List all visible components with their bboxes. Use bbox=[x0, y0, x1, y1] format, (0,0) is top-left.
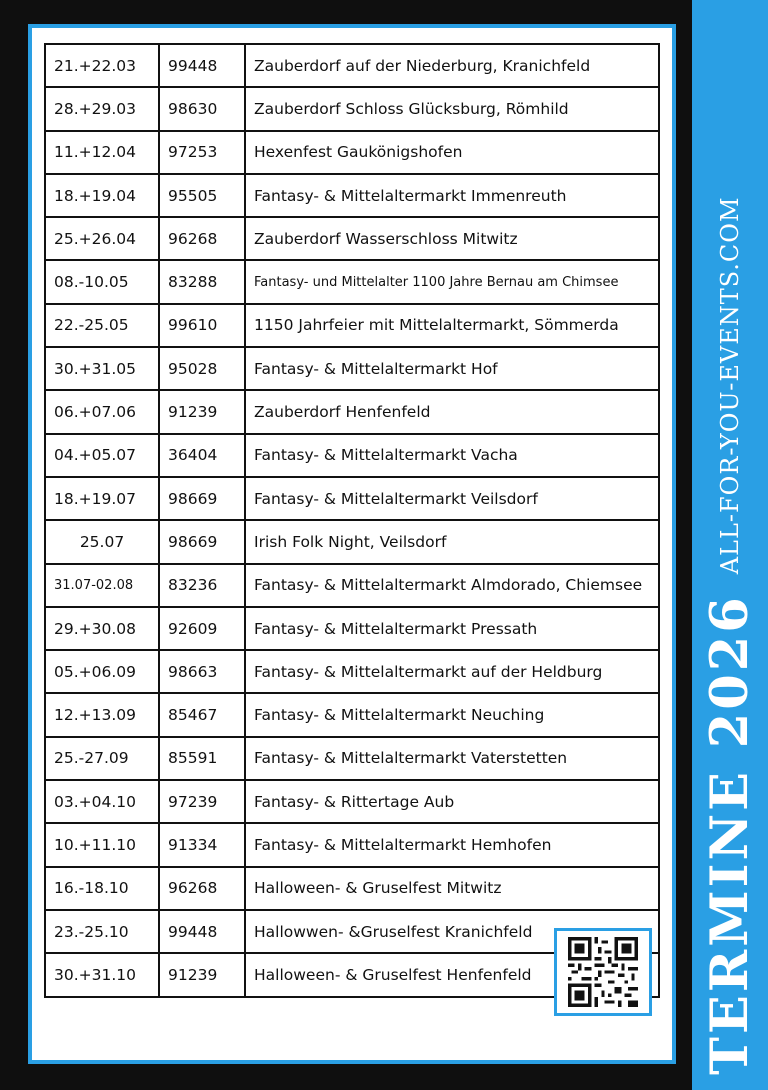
table-row bbox=[45, 304, 659, 347]
event-name: Halloween- & Gruselfest Henfenfeld bbox=[245, 953, 659, 996]
event-zip: 83236 bbox=[159, 564, 245, 607]
event-name: Zauberdorf Schloss Glücksburg, Römhild bbox=[245, 87, 659, 130]
event-zip: 36404 bbox=[159, 434, 245, 477]
event-date: 10.+11.10 bbox=[45, 823, 159, 866]
event-zip: 98663 bbox=[159, 650, 245, 693]
event-date: 29.+30.08 bbox=[45, 607, 159, 650]
event-date: 31.07-02.08 bbox=[45, 564, 159, 607]
table-row bbox=[45, 780, 659, 823]
event-zip: 99610 bbox=[159, 304, 245, 347]
event-name: Irish Folk Night, Veilsdorf bbox=[245, 520, 659, 563]
event-date: 21.+22.03 bbox=[45, 44, 159, 87]
event-zip: 97239 bbox=[159, 780, 245, 823]
event-zip: 85467 bbox=[159, 693, 245, 736]
event-name: Hallowwen- &Gruselfest Kranichfeld bbox=[245, 910, 659, 953]
event-name: Fantasy- & Mittelaltermarkt auf der Heldburg bbox=[245, 650, 659, 693]
event-name: Fantasy- & Mittelaltermarkt Hemhofen bbox=[245, 823, 659, 866]
table-row bbox=[45, 477, 659, 520]
event-date: 25.07 bbox=[45, 520, 159, 563]
table-row bbox=[45, 693, 659, 736]
event-name: Fantasy- & Mittelaltermarkt Vacha bbox=[245, 434, 659, 477]
event-zip: 95505 bbox=[159, 174, 245, 217]
event-name: Zauberdorf auf der Niederburg, Kranichfeld bbox=[245, 44, 659, 87]
event-name: Fantasy- & Mittelaltermarkt Veilsdorf bbox=[245, 477, 659, 520]
event-date: 03.+04.10 bbox=[45, 780, 159, 823]
event-name: Fantasy- & Mittelaltermarkt Pressath bbox=[245, 607, 659, 650]
table-row bbox=[45, 867, 659, 910]
table-row bbox=[45, 434, 659, 477]
event-name: Fantasy- & Mittelaltermarkt Hof bbox=[245, 347, 659, 390]
table-row bbox=[45, 131, 659, 174]
event-name: Zauberdorf Henfenfeld bbox=[245, 390, 659, 433]
event-zip: 96268 bbox=[159, 867, 245, 910]
event-name: Zauberdorf Wasserschloss Mitwitz bbox=[245, 217, 659, 260]
table-row bbox=[45, 347, 659, 390]
event-name: Fantasy- & Mittelaltermarkt Vaterstetten bbox=[245, 737, 659, 780]
event-name: Fantasy- und Mittelalter 1100 Jahre Bernau am Chimsee bbox=[245, 260, 659, 303]
qr-code[interactable] bbox=[554, 928, 652, 1016]
event-zip: 95028 bbox=[159, 347, 245, 390]
sidebar-banner bbox=[692, 0, 768, 1090]
event-date: 05.+06.09 bbox=[45, 650, 159, 693]
event-name: 1150 Jahrfeier mit Mittelaltermarkt, Sömmerda bbox=[245, 304, 659, 347]
schedule-table bbox=[44, 43, 660, 998]
table-row bbox=[45, 390, 659, 433]
event-date: 22.-25.05 bbox=[45, 304, 159, 347]
event-zip: 97253 bbox=[159, 131, 245, 174]
event-date: 04.+05.07 bbox=[45, 434, 159, 477]
event-name: Hexenfest Gaukönigshofen bbox=[245, 131, 659, 174]
event-zip: 99448 bbox=[159, 44, 245, 87]
table-row bbox=[45, 260, 659, 303]
event-date: 23.-25.10 bbox=[45, 910, 159, 953]
event-date: 28.+29.03 bbox=[45, 87, 159, 130]
event-zip: 99448 bbox=[159, 910, 245, 953]
event-zip: 98630 bbox=[159, 87, 245, 130]
table-row bbox=[45, 174, 659, 217]
event-date: 08.-10.05 bbox=[45, 260, 159, 303]
event-name: Fantasy- & Mittelaltermarkt Neuching bbox=[245, 693, 659, 736]
event-zip: 98669 bbox=[159, 477, 245, 520]
table-row bbox=[45, 520, 659, 563]
event-name: Fantasy- & Rittertage Aub bbox=[245, 780, 659, 823]
website-link[interactable]: ALL-FOR-YOU-EVENTS.COM bbox=[716, 196, 744, 575]
table-row bbox=[45, 44, 659, 87]
event-name: Halloween- & Gruselfest Mitwitz bbox=[245, 867, 659, 910]
event-zip: 91239 bbox=[159, 953, 245, 996]
event-zip: 83288 bbox=[159, 260, 245, 303]
table-row bbox=[45, 650, 659, 693]
table-row bbox=[45, 737, 659, 780]
table-row bbox=[45, 87, 659, 130]
event-zip: 98669 bbox=[159, 520, 245, 563]
event-date: 30.+31.10 bbox=[45, 953, 159, 996]
event-zip: 85591 bbox=[159, 737, 245, 780]
event-zip: 91239 bbox=[159, 390, 245, 433]
table-row bbox=[45, 823, 659, 866]
event-name: Fantasy- & Mittelaltermarkt Almdorado, Chiemsee bbox=[245, 564, 659, 607]
event-date: 25.+26.04 bbox=[45, 217, 159, 260]
event-zip: 92609 bbox=[159, 607, 245, 650]
table-row bbox=[45, 217, 659, 260]
page-title: TERMINE 2026 bbox=[700, 594, 760, 1075]
event-date: 06.+07.06 bbox=[45, 390, 159, 433]
table-row bbox=[45, 607, 659, 650]
event-date: 18.+19.04 bbox=[45, 174, 159, 217]
event-date: 18.+19.07 bbox=[45, 477, 159, 520]
sidebar-text bbox=[700, 196, 760, 1075]
event-date: 11.+12.04 bbox=[45, 131, 159, 174]
event-zip: 96268 bbox=[159, 217, 245, 260]
qr-code-icon bbox=[568, 937, 638, 1007]
event-zip: 91334 bbox=[159, 823, 245, 866]
table-row bbox=[45, 564, 659, 607]
event-date: 30.+31.05 bbox=[45, 347, 159, 390]
event-name: Fantasy- & Mittelaltermarkt Immenreuth bbox=[245, 174, 659, 217]
event-date: 12.+13.09 bbox=[45, 693, 159, 736]
event-date: 25.-27.09 bbox=[45, 737, 159, 780]
event-date: 16.-18.10 bbox=[45, 867, 159, 910]
